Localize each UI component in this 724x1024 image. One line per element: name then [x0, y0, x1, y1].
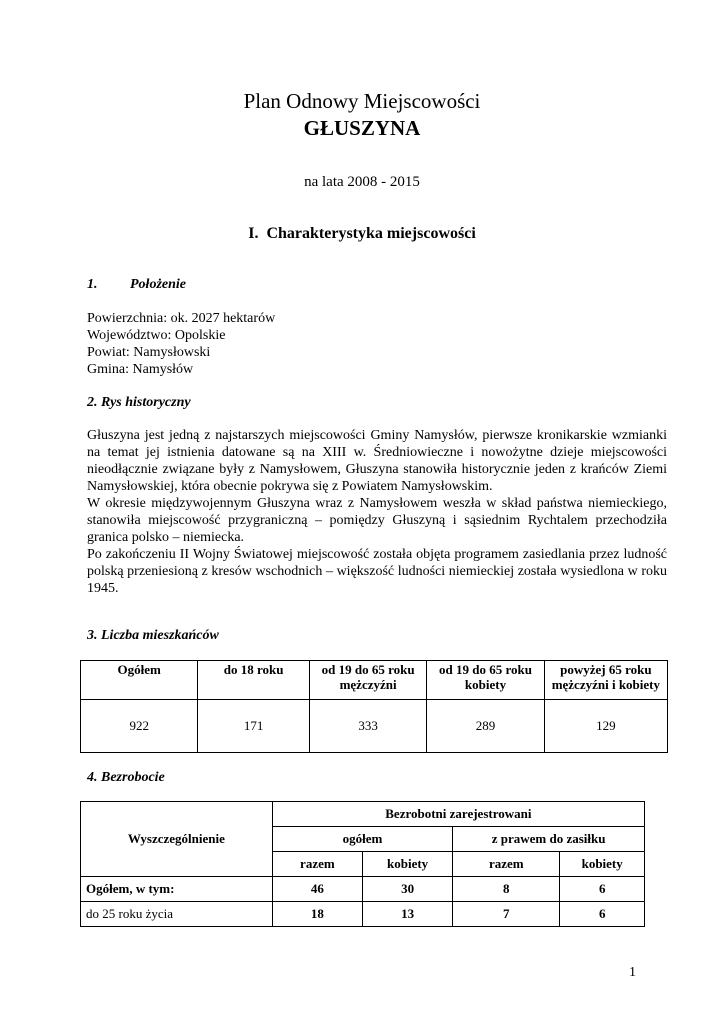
document-title: Plan Odnowy Miejscowości	[243, 89, 481, 113]
history-paragraph: Po zakończeniu II Wojny Światowej miejscowość została objęta programem zasiedlania przez ludność polską przeniesioną z kresów wschodnich – większość ludności niemieckiej została wysiedlona w roku 1945.	[87, 547, 667, 596]
commune-line: Gmina: Namysłów	[87, 362, 194, 377]
header-with-benefit: z prawem do zasiłku	[453, 827, 645, 852]
section-heading	[0, 225, 724, 243]
population-table	[80, 660, 668, 753]
section-title: Charakterystyka miejscowości	[266, 225, 476, 242]
header-women-19-65: od 19 do 65 roku kobiety	[427, 661, 544, 700]
table-header-row	[81, 802, 645, 827]
header-over-65: powyżej 65 roku mężczyźni i kobiety	[544, 661, 667, 700]
header-benefit-all: razem	[453, 852, 560, 877]
voivodeship-line: Województwo: Opolskie	[87, 328, 226, 343]
header-total-all: razem	[272, 852, 362, 877]
location-heading-number: 1.	[87, 277, 98, 292]
header-specification: Wyszczególnienie	[81, 802, 273, 877]
value-women-19-65: 289	[427, 700, 544, 753]
row-label-under-25: do 25 roku życia	[81, 902, 273, 927]
area-line: Powierzchnia: ok. 2027 hektarów	[87, 311, 276, 326]
history-heading: 2. Rys historyczny	[87, 395, 191, 410]
header-total: Ogółem	[81, 661, 198, 700]
location-details	[87, 310, 275, 378]
value-total: 922	[81, 700, 198, 753]
cell-value: 46	[272, 877, 362, 902]
header-under-18: do 18 roku	[198, 661, 310, 700]
row-label-total: Ogółem, w tym:	[81, 877, 273, 902]
village-name: GŁUSZYNA	[303, 116, 421, 140]
value-men-19-65: 333	[309, 700, 426, 753]
unemployment-heading: 4. Bezrobocie	[87, 770, 165, 785]
table-row	[81, 877, 645, 902]
cell-value: 8	[453, 877, 560, 902]
table-row	[81, 902, 645, 927]
header-total-women: kobiety	[362, 852, 452, 877]
cell-value: 6	[560, 877, 645, 902]
cell-value: 30	[362, 877, 452, 902]
location-heading	[87, 277, 186, 293]
header-registered-unemployed: Bezrobotni zarejestrowani	[272, 802, 644, 827]
history-text	[87, 427, 667, 597]
cell-value: 7	[453, 902, 560, 927]
value-under-18: 171	[198, 700, 310, 753]
cell-value: 6	[560, 902, 645, 927]
cell-value: 13	[362, 902, 452, 927]
cell-value: 18	[272, 902, 362, 927]
section-number: I.	[248, 225, 259, 242]
table-row	[81, 700, 668, 753]
header-total: ogółem	[272, 827, 452, 852]
header-benefit-women: kobiety	[560, 852, 645, 877]
population-heading: 3. Liczba mieszkańców	[87, 628, 219, 643]
plan-years: na lata 2008 - 2015	[304, 174, 420, 190]
history-paragraph: Głuszyna jest jedną z najstarszych miejscowości Gminy Namysłów, pierwsze kronikarskie wzmianki na temat jej istnienia datowane są na XIII w. Średniowieczne i nowożytne dzieje miejscowości nieodłącznie związane były z Namysłowem, Głuszyna stanowiła historycznie jeden z krańców Ziemi Namysłowskiej, która obecnie pokrywa się z Powiatem Namysłowskim.	[87, 428, 667, 494]
page-number: 1	[629, 965, 636, 980]
header-men-19-65: od 19 do 65 roku mężczyźni	[309, 661, 426, 700]
history-paragraph: W okresie międzywojennym Głuszyna wraz z Namysłowem weszła w skład państwa niemieckiego, stanowiła miejscowość przygraniczną – pomiędzy Głuszyną i sąsiednim Rychtalem przechodziła granica polsko – niemiecka.	[87, 496, 667, 545]
county-line: Powiat: Namysłowski	[87, 345, 211, 360]
table-header-row	[81, 661, 668, 700]
value-over-65: 129	[544, 700, 667, 753]
location-heading-text: Położenie	[130, 277, 186, 292]
unemployment-table	[80, 801, 645, 927]
